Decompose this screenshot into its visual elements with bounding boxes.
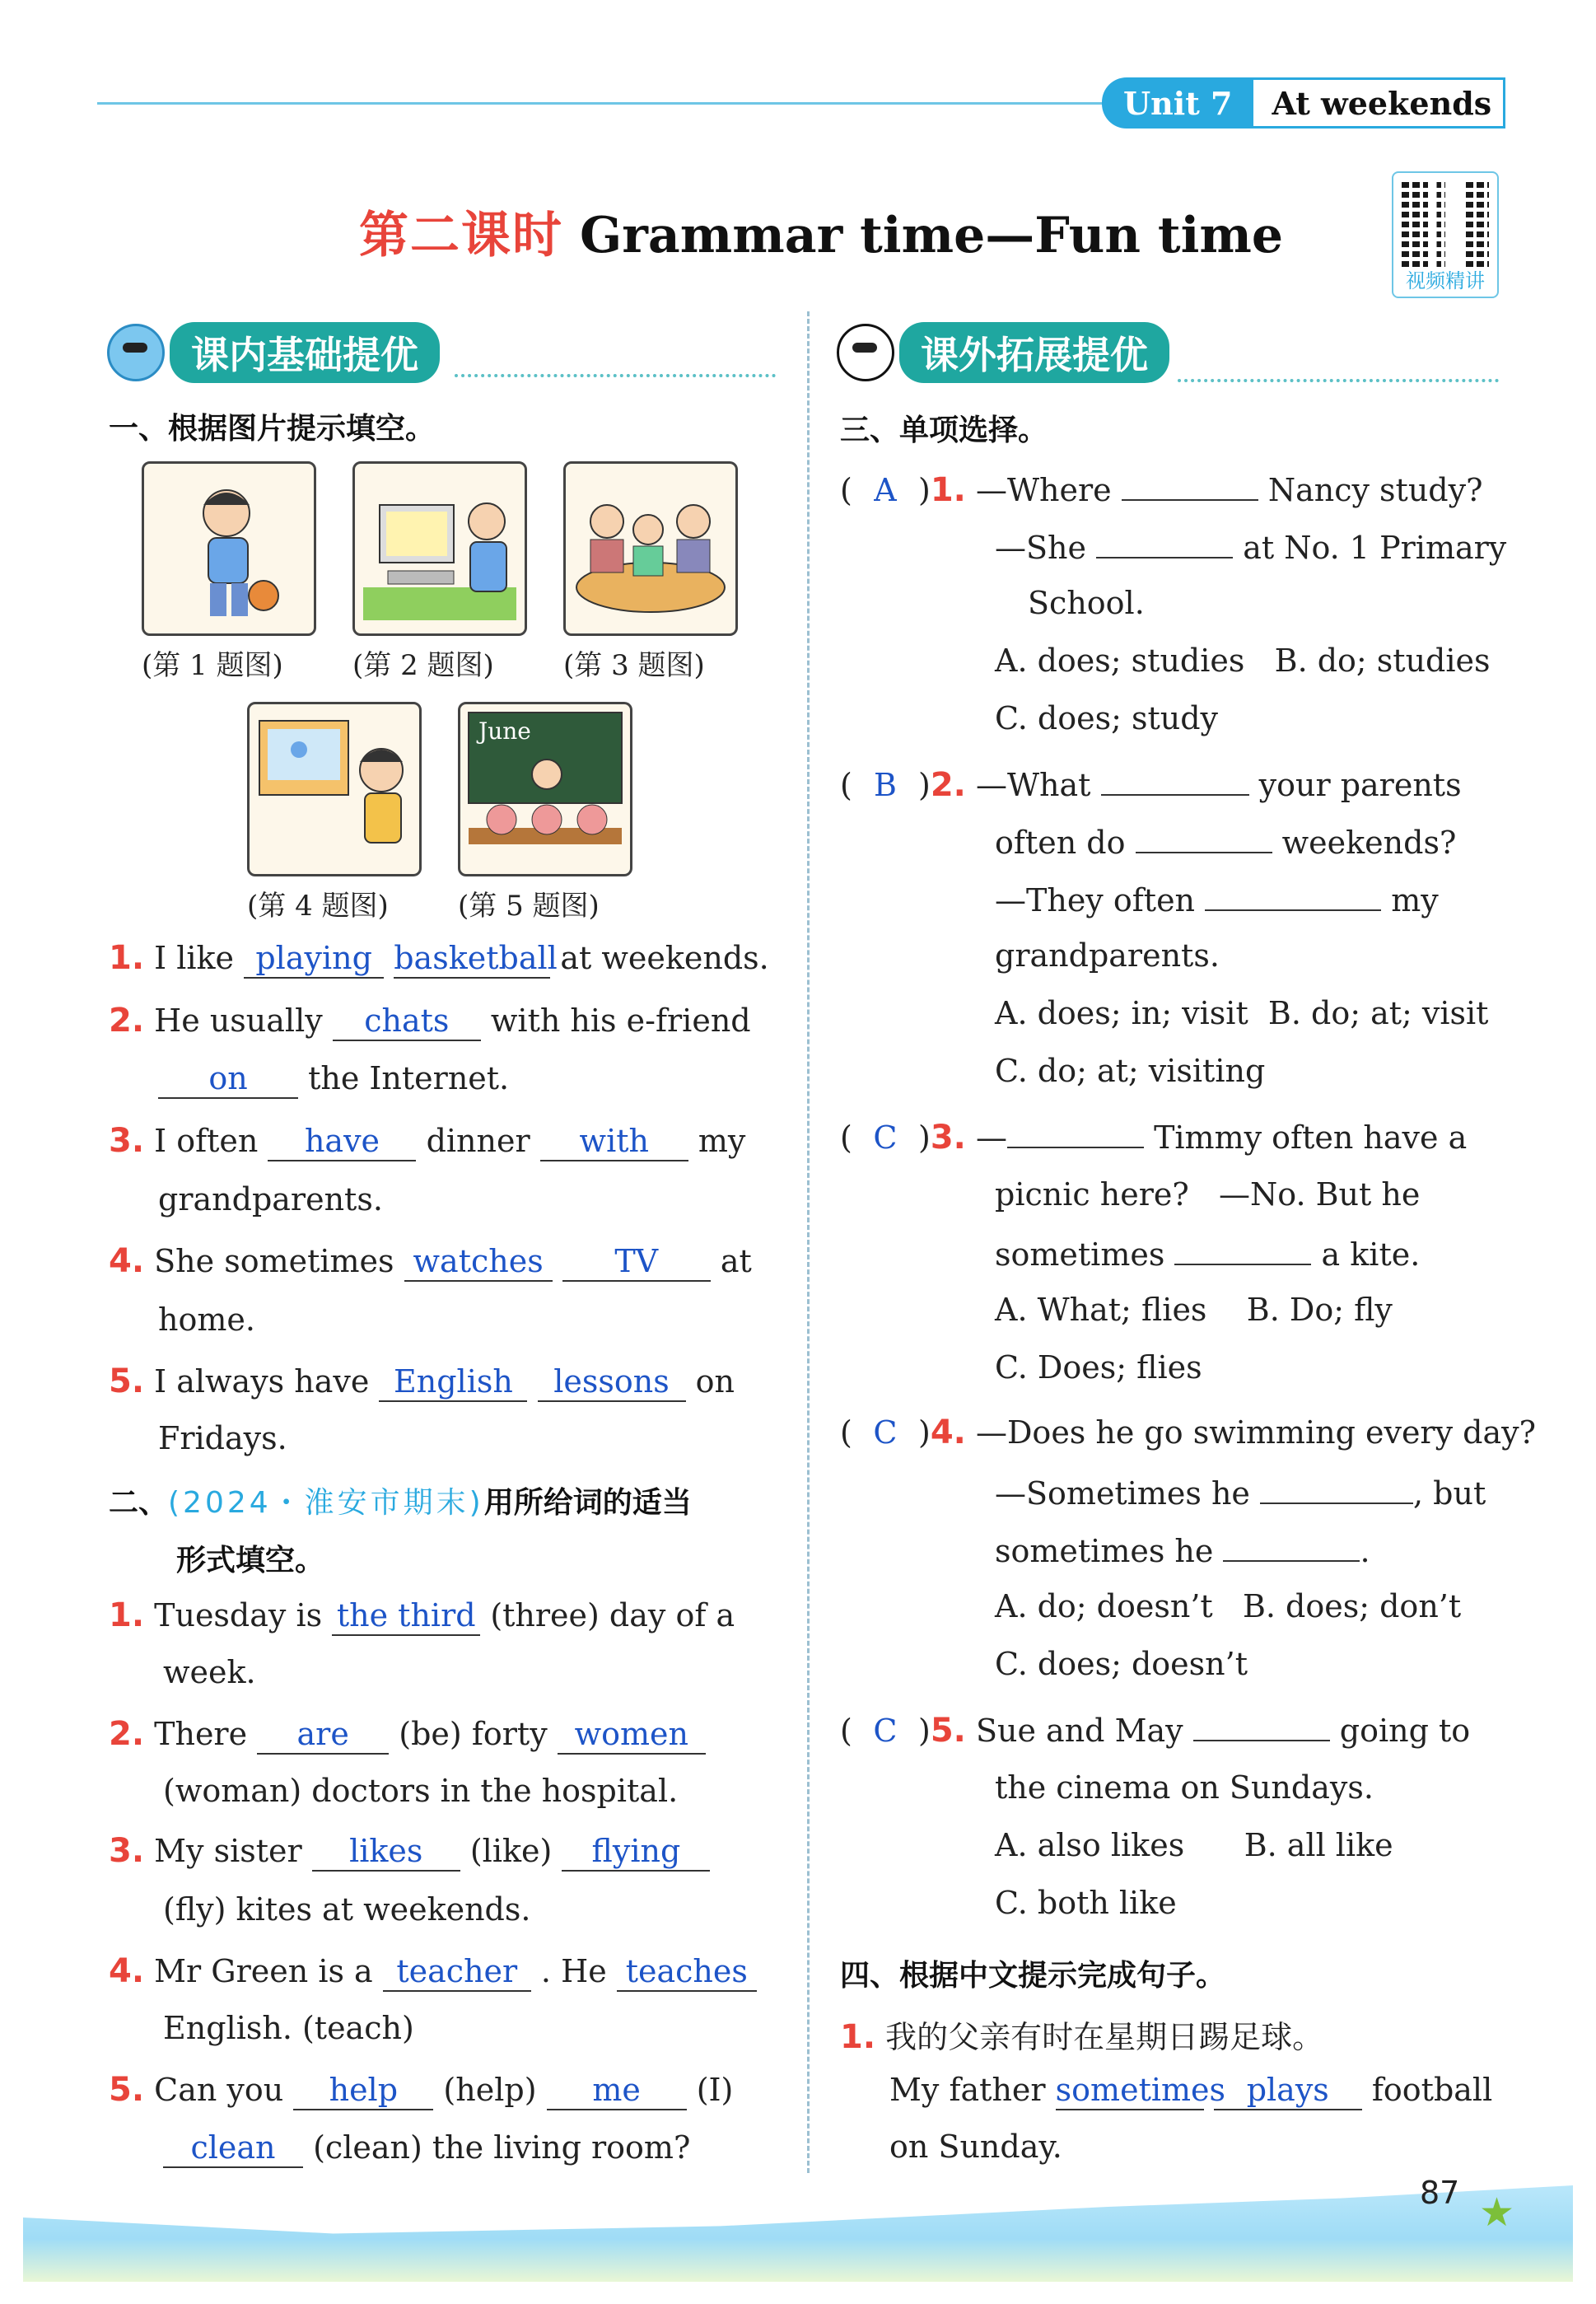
item-number: 1. (840, 2018, 876, 2056)
board-text: June (478, 717, 531, 745)
text: There (154, 1716, 248, 1752)
girl-tv-icon (250, 704, 419, 874)
item-number: 1. (109, 1596, 145, 1634)
bird-mascot-icon (107, 324, 165, 381)
unit-title: At weekends (1253, 77, 1505, 129)
answer-blank[interactable]: basketball (394, 939, 550, 979)
p3-item-5-opt-c[interactable]: C. both like (995, 1885, 1177, 1921)
answer-blank[interactable]: me (547, 2071, 687, 2110)
item-number: 4. (930, 1414, 966, 1451)
header-rule (97, 102, 1110, 105)
part4-heading: 四、根据中文提示完成句子。 (840, 1959, 1226, 1993)
text: the Internet. (308, 1060, 510, 1096)
text: I often (154, 1123, 259, 1159)
blank-line[interactable] (1007, 1117, 1144, 1148)
paren-close: ) (918, 1414, 931, 1451)
blank-line[interactable] (1223, 1531, 1360, 1562)
text: —She (995, 530, 1086, 566)
part2-heading-line2: 形式填空。 (176, 1544, 325, 1577)
p3-item-1-opt-c[interactable]: C. does; study (995, 700, 1218, 736)
item-number: 2. (109, 1715, 145, 1753)
text: (I) (696, 2072, 734, 2108)
text: I like (154, 940, 235, 976)
p3-item-2-opts (995, 995, 1488, 1031)
text: with his e-friend (490, 1002, 751, 1039)
text: a kite. (1321, 1236, 1421, 1273)
answer-blank[interactable]: teaches (617, 1952, 757, 1992)
choice-answer[interactable]: B (873, 767, 897, 803)
banner-right-dots (1178, 376, 1499, 382)
p3-item-1-opts (995, 643, 1491, 679)
banner-left-label: 课内基础提优 (170, 322, 440, 383)
p3-item-3-l3 (995, 1234, 1420, 1273)
text: (be) forty (399, 1716, 548, 1752)
text: He usually (154, 1002, 323, 1039)
p1-item-5 (109, 1362, 735, 1402)
text: at (720, 1243, 752, 1279)
part1-heading: 一、根据图片提示填空。 (109, 412, 436, 446)
banner-right (837, 323, 1169, 382)
choice-answer[interactable]: C (873, 1414, 898, 1451)
p1-item-2 (109, 1002, 751, 1041)
text: —Does he go swimming every day? (975, 1414, 1536, 1451)
paren-close: ) (918, 1713, 931, 1749)
p3-item-1-l3: School. (1028, 585, 1145, 621)
option-a[interactable]: A. does; studies (995, 643, 1245, 679)
item-number: 5. (930, 1712, 966, 1750)
paren-open: ( (840, 1414, 852, 1451)
answer-blank[interactable]: plays (1214, 2071, 1362, 2110)
lesson-title-en: Grammar time—Fun time (580, 207, 1284, 264)
text: at No. 1 Primary (1243, 530, 1507, 566)
choice-answer[interactable]: C (873, 1713, 898, 1749)
p3-item-4-opt-c[interactable]: C. does; doesn’t (995, 1646, 1248, 1682)
text: my (1391, 882, 1439, 918)
answer-blank[interactable]: the third (332, 1596, 480, 1636)
answer-blank[interactable]: teacher (383, 1952, 531, 1992)
item-number: 2. (109, 1002, 145, 1040)
part2-heading (109, 1479, 692, 1521)
text: (help) (443, 2072, 537, 2108)
p1-item-3-cont: grandparents. (158, 1181, 383, 1217)
p3-item-4-l2 (995, 1473, 1486, 1512)
blank-line[interactable] (1122, 470, 1258, 501)
blank-line[interactable] (1205, 880, 1381, 911)
item-number: 3. (109, 1122, 145, 1160)
unit-label: Unit 7 (1102, 77, 1253, 129)
paren-open: ( (840, 1119, 852, 1156)
text: (three) day of a (490, 1597, 735, 1633)
text: sometimes (995, 1236, 1165, 1273)
text: I always have (154, 1363, 370, 1400)
heading-prefix: 二、 (109, 1486, 169, 1520)
text: sometimes he (995, 1533, 1214, 1569)
text: Mr Green is a (154, 1953, 373, 1989)
answer-blank[interactable]: flying (562, 1832, 710, 1872)
text: . He (540, 1953, 607, 1989)
paren-open: ( (840, 767, 852, 803)
column-divider (807, 311, 810, 2173)
caption-2: (第 2 题图) (352, 649, 494, 682)
picture-4 (247, 702, 422, 876)
p3-item-3-opt-c[interactable]: C. Does; flies (995, 1349, 1202, 1386)
banner-left (107, 323, 440, 382)
heading-source: (2024・淮安市期末) (168, 1486, 484, 1520)
answer-blank[interactable]: playing (244, 939, 384, 979)
p2-item-5-cont (163, 2129, 690, 2168)
answer-blank[interactable]: watches (404, 1242, 553, 1282)
answer-blank[interactable]: chats (333, 1002, 481, 1041)
text: My sister (154, 1833, 302, 1869)
p3-item-2-l4: grandparents. (995, 937, 1220, 974)
p2-item-3 (109, 1832, 710, 1872)
answer-blank[interactable]: lessons (538, 1362, 686, 1402)
p3-item-1-l2 (995, 527, 1506, 566)
option-b[interactable]: B. all like (1244, 1827, 1393, 1863)
text: Tuesday is (154, 1597, 323, 1633)
p2-item-4-cont: English. (teach) (163, 2010, 414, 2046)
text: Nancy study? (1267, 472, 1483, 508)
p3-item-3-opts (995, 1292, 1393, 1328)
p3-item-4-l3 (995, 1531, 1370, 1569)
text: —Where (975, 472, 1112, 508)
answer-blank[interactable]: help (293, 2071, 433, 2110)
text: Sue and May (975, 1713, 1183, 1749)
item-number: 2. (930, 766, 966, 804)
picture-5 (458, 702, 632, 876)
p1-item-4 (109, 1242, 752, 1282)
item-number: 4. (109, 1952, 145, 1990)
p2-item-1 (109, 1596, 735, 1636)
p3-item-2-l3 (995, 880, 1439, 918)
p3-item-5-l2: the cinema on Sundays. (995, 1769, 1374, 1806)
text: —No. But he (1219, 1176, 1421, 1213)
option-a[interactable]: A. also likes (995, 1827, 1185, 1863)
answer-blank[interactable]: likes (312, 1832, 460, 1872)
text: —Sometimes he (995, 1475, 1250, 1512)
item-number: 3. (109, 1832, 145, 1870)
p4-item-1 (840, 2012, 1323, 2057)
option-a[interactable]: A. do; doesn’t (995, 1588, 1213, 1624)
choice-answer[interactable]: C (873, 1119, 898, 1156)
unit-tab (1102, 77, 1505, 129)
text: (clean) the living room? (313, 2129, 691, 2166)
part3-heading: 三、单项选择。 (840, 414, 1048, 447)
picture-1 (142, 461, 316, 636)
paren-close: ) (918, 1119, 931, 1156)
p2-item-4 (109, 1952, 757, 1992)
caption-5: (第 5 题图) (458, 890, 600, 923)
p4-item-1-l3: on Sunday. (889, 2129, 1062, 2165)
text: my (698, 1123, 746, 1159)
answer-blank[interactable]: sometimes (1056, 2071, 1204, 2110)
answer-blank[interactable]: TV (562, 1242, 711, 1282)
text: — (975, 1119, 1007, 1156)
picture-3 (563, 461, 738, 636)
paren-open: ( (840, 1713, 852, 1749)
p3-item-5 (840, 1710, 1470, 1750)
picture-2 (352, 461, 527, 636)
banner-right-label: 课外拓展提优 (899, 322, 1169, 383)
text: . (1360, 1533, 1370, 1569)
answer-blank[interactable]: women (558, 1715, 706, 1755)
option-b[interactable]: B. do; studies (1274, 643, 1491, 679)
text: going to (1339, 1713, 1471, 1749)
page-number: 87 (1420, 2175, 1460, 2211)
p2-item-2 (109, 1715, 706, 1755)
star-icon: ★ (1479, 2190, 1515, 2236)
text: , but (1413, 1475, 1486, 1512)
answer-blank[interactable]: on (158, 1059, 298, 1099)
option-a[interactable]: A. What; flies (995, 1292, 1207, 1328)
p1-item-4-cont: home. (158, 1302, 255, 1338)
item-number: 4. (109, 1242, 145, 1280)
text: picnic here? (995, 1176, 1189, 1213)
qr-caption: 视频精讲 (1406, 269, 1485, 292)
p1-item-2-cont (158, 1059, 509, 1099)
p4-item-1-l2 (889, 2071, 1492, 2110)
boy-computer-icon (355, 464, 525, 633)
text: —What (975, 767, 1091, 803)
p3-item-3 (840, 1117, 1467, 1157)
p3-item-5-opts (995, 1827, 1393, 1863)
text: —They often (995, 882, 1196, 918)
paren-close: ) (918, 472, 931, 508)
p3-item-2-l2 (995, 822, 1456, 861)
answer-blank[interactable]: have (268, 1122, 416, 1161)
text: (like) (469, 1833, 553, 1869)
text: Timmy often have a (1154, 1119, 1468, 1156)
p1-item-1 (109, 939, 769, 979)
text: She sometimes (154, 1243, 394, 1279)
text: weekends? (1281, 825, 1457, 861)
p2-item-5 (109, 2071, 733, 2110)
answer-blank[interactable]: English (379, 1362, 527, 1402)
caption-1: (第 1 题图) (142, 649, 283, 682)
option-b[interactable]: B. Do; fly (1246, 1292, 1393, 1328)
item-number: 1. (930, 471, 966, 509)
p1-item-3 (109, 1122, 745, 1161)
banner-left-dots (455, 371, 776, 377)
p3-item-4 (840, 1414, 1536, 1451)
p3-item-2 (840, 764, 1462, 804)
item-number: 5. (109, 1362, 145, 1400)
qr-code-icon (1402, 180, 1489, 267)
paren-close: ) (918, 767, 931, 803)
text: at weekends. (560, 940, 769, 976)
option-b[interactable]: B. do; at; visit (1267, 995, 1489, 1031)
boy-basketball-icon (144, 464, 314, 633)
blank-line[interactable] (1260, 1473, 1413, 1504)
item-number: 1. (109, 939, 145, 977)
qr-code[interactable] (1392, 171, 1499, 298)
answer-blank[interactable]: with (540, 1122, 688, 1161)
lesson-title-cn: 第二课时 (359, 207, 563, 264)
text: dinner (426, 1123, 530, 1159)
choice-answer[interactable]: A (874, 472, 897, 508)
answer-blank[interactable]: are (257, 1715, 389, 1755)
panda-mascot-icon (837, 324, 894, 381)
p3-item-2-opt-c[interactable]: C. do; at; visiting (995, 1053, 1266, 1089)
blank-line[interactable] (1096, 527, 1233, 558)
paren-open: ( (840, 472, 852, 508)
p3-item-1 (840, 470, 1482, 509)
p2-item-2-cont: (woman) doctors in the hospital. (163, 1773, 679, 1809)
option-b[interactable]: B. does; don’t (1242, 1588, 1462, 1624)
p2-item-1-cont: week. (163, 1654, 256, 1690)
text: on (695, 1363, 735, 1400)
text: My father (889, 2072, 1046, 2108)
blank-line[interactable] (1136, 822, 1272, 853)
p1-item-5-cont: Fridays. (158, 1420, 287, 1456)
item-number: 5. (109, 2071, 145, 2109)
text: football (1371, 2072, 1493, 2108)
item-number: 3. (930, 1119, 966, 1157)
blank-line[interactable] (1174, 1234, 1311, 1265)
caption-4: (第 4 题图) (247, 890, 389, 923)
text: often do (995, 825, 1126, 861)
heading-rest: 用所给词的适当 (483, 1486, 692, 1520)
blank-line[interactable] (1193, 1710, 1330, 1741)
lesson-title (359, 196, 1283, 267)
text: your parents (1258, 767, 1462, 803)
blank-line[interactable] (1101, 764, 1249, 796)
p2-item-3-cont: (fly) kites at weekends. (163, 1891, 531, 1928)
p3-item-4-opts (995, 1588, 1461, 1624)
answer-blank[interactable]: clean (163, 2129, 303, 2168)
chinese-prompt: 我的父亲有时在星期日踢足球。 (885, 2019, 1324, 2055)
caption-3: (第 3 题图) (563, 649, 705, 682)
option-a[interactable]: A. does; in; visit (995, 995, 1248, 1031)
text: Can you (154, 2072, 284, 2108)
p3-item-3-l2 (995, 1176, 1420, 1213)
classroom-lesson-icon (460, 704, 630, 874)
family-dinner-icon (566, 464, 735, 633)
